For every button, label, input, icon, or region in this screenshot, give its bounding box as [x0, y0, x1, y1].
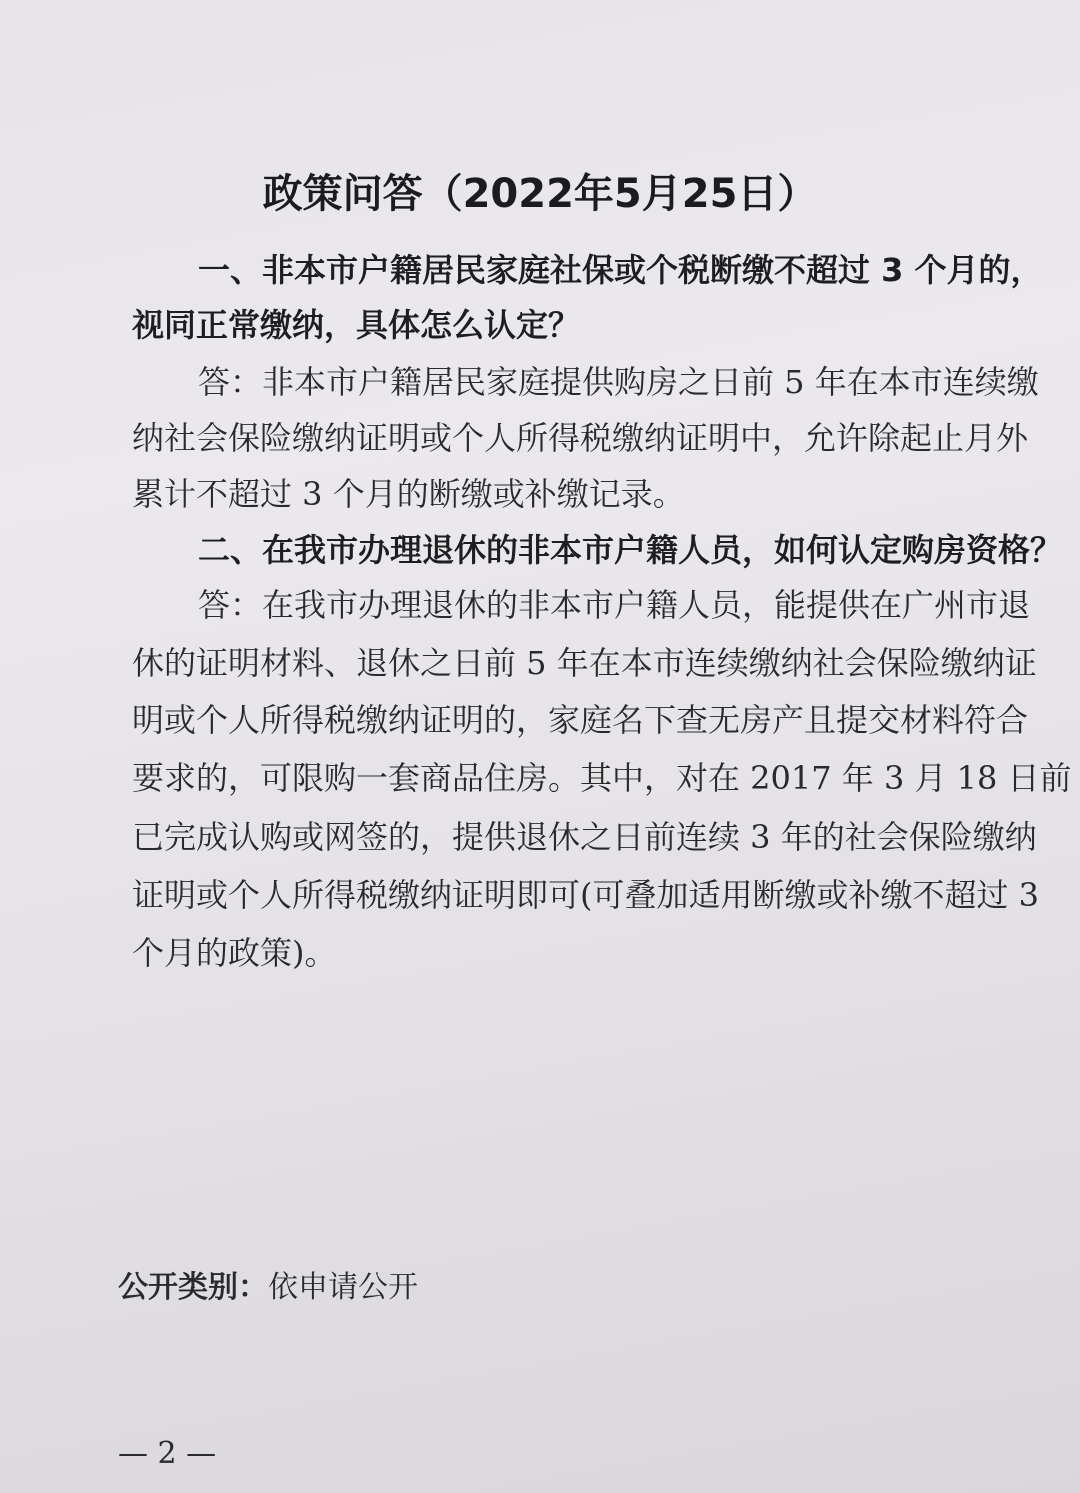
- answer-2-line-4: 要求的，可限购一套商品住房。其中，对在 2017 年 3 月 18 日前: [132, 759, 1072, 797]
- page-number: — 2 —: [118, 1436, 217, 1471]
- question-2-line-1: 二、在我市办理退休的非本市户籍人员，如何认定购房资格？: [198, 531, 1063, 569]
- disclosure-category-value: 依申请公开: [268, 1270, 418, 1305]
- answer-2-line-2: 休的证明材料、退休之日前 5 年在本市连续缴纳社会保险缴纳证: [132, 644, 1037, 682]
- question-1-line-1: 一、非本市户籍居民家庭社保或个税断缴不超过 3 个月的，: [198, 251, 1043, 289]
- answer-1-line-1: 答：非本市户籍居民家庭提供购房之日前 5 年在本市连续缴: [198, 363, 1039, 401]
- answer-1-line-2: 纳社会保险缴纳证明或个人所得税缴纳证明中，允许除起止月外: [132, 419, 1029, 457]
- answer-1-line-3: 累计不超过 3 个月的断缴或补缴记录。: [132, 475, 685, 513]
- answer-2-line-3: 明或个人所得税缴纳证明的，家庭名下查无房产且提交材料符合: [132, 701, 1029, 739]
- disclosure-category-label: 公开类别：: [118, 1270, 268, 1305]
- answer-2-line-6: 证明或个人所得税缴纳证明即可(可叠加适用断缴或补缴不超过 3: [132, 876, 1040, 914]
- disclosure-category: [118, 1262, 418, 1306]
- question-1-line-2: 视同正常缴纳，具体怎么认定？: [132, 306, 581, 344]
- answer-2-line-7: 个月的政策)。: [132, 934, 337, 972]
- answer-2-line-1: 答：在我市办理退休的非本市户籍人员，能提供在广州市退: [198, 586, 1031, 624]
- document-title: 政策问答（2022年5月25日）: [262, 171, 818, 217]
- answer-2-line-5: 已完成认购或网签的，提供退休之日前连续 3 年的社会保险缴纳: [132, 818, 1037, 856]
